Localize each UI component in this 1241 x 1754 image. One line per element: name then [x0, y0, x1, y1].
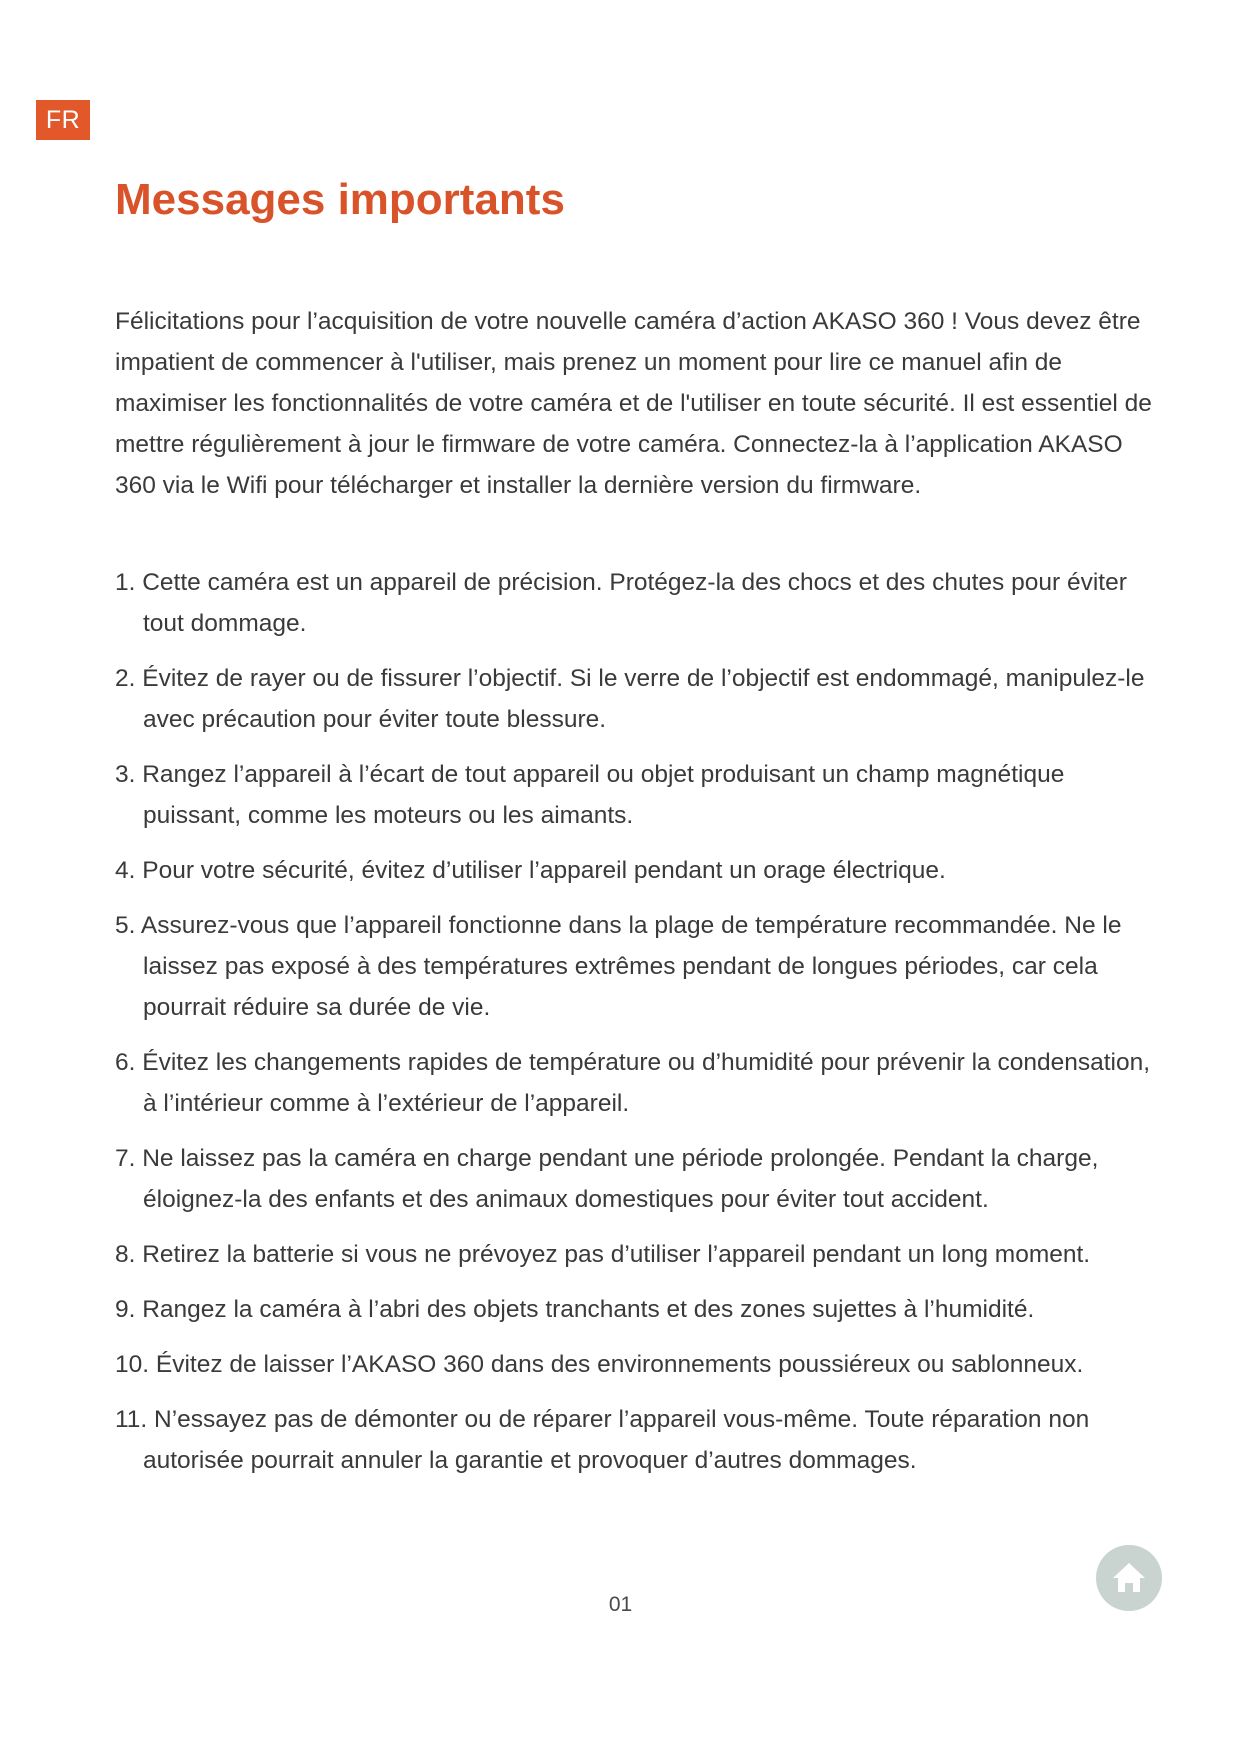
page-title: Messages importants [115, 175, 565, 224]
notice-item: 11. N’essayez pas de démonter ou de réparer l’appareil vous-même. Toute réparation non autorisée pourrait annuler la garantie et provoquer d’autres dommages. [115, 1406, 1090, 1474]
notice-item: 1. Cette caméra est un appareil de précision. Protégez-la des chocs et des chutes pour éviter tout dommage. [115, 569, 1127, 637]
notice-item: 7. Ne laissez pas la caméra en charge pendant une période prolongée. Pendant la charge, éloignez-la des enfants et des animaux domestiques pour éviter tout accident. [115, 1145, 1099, 1213]
home-icon [1109, 1558, 1149, 1598]
language-badge: FR [36, 100, 90, 140]
notice-item: 2. Évitez de rayer ou de fissurer l’objectif. Si le verre de l’objectif est endommagé, manipulez-le avec précaution pour éviter toute blessure. [115, 665, 1145, 733]
notice-item: 8. Retirez la batterie si vous ne prévoyez pas d’utiliser l’appareil pendant un long moment. [115, 1241, 1091, 1268]
notice-list [115, 562, 1165, 1495]
home-button[interactable] [1096, 1545, 1162, 1611]
notice-item: 3. Rangez l’appareil à l’écart de tout appareil ou objet produisant un champ magnétique puissant, comme les moteurs ou les aimants. [115, 761, 1065, 829]
notice-item: 5. Assurez-vous que l’appareil fonctionne dans la plage de température recommandée. Ne le laissez pas exposé à des températures extrêmes pendant de longues périodes, car cela pourrait réduire sa durée de vie. [115, 912, 1122, 1021]
notice-item: 9. Rangez la caméra à l’abri des objets tranchants et des zones sujettes à l’humidité. [115, 1296, 1035, 1323]
notice-item: 4. Pour votre sécurité, évitez d’utiliser l’appareil pendant un orage électrique. [115, 857, 946, 884]
intro-paragraph: Félicitations pour l’acquisition de votre nouvelle caméra d’action AKASO 360 ! Vous devez être impatient de commencer à l'utiliser, mais prenez un moment pour lire ce manuel afin de maximiser les fonctionnalités de votre caméra et de l'utiliser en toute sécurité. Il est essentiel de mettre régulièrement à jour le firmware de votre caméra. Connectez-la à l’application AKASO 360 via le Wifi pour télécharger et installer la dernière version du firmware. [115, 308, 1152, 499]
page-number: 01 [608, 1593, 633, 1616]
notice-item: 10. Évitez de laisser l’AKASO 360 dans des environnements poussiéreux ou sablonneux. [115, 1351, 1084, 1378]
notice-item: 6. Évitez les changements rapides de température ou d’humidité pour prévenir la condensation, à l’intérieur comme à l’extérieur de l’appareil. [115, 1049, 1151, 1117]
